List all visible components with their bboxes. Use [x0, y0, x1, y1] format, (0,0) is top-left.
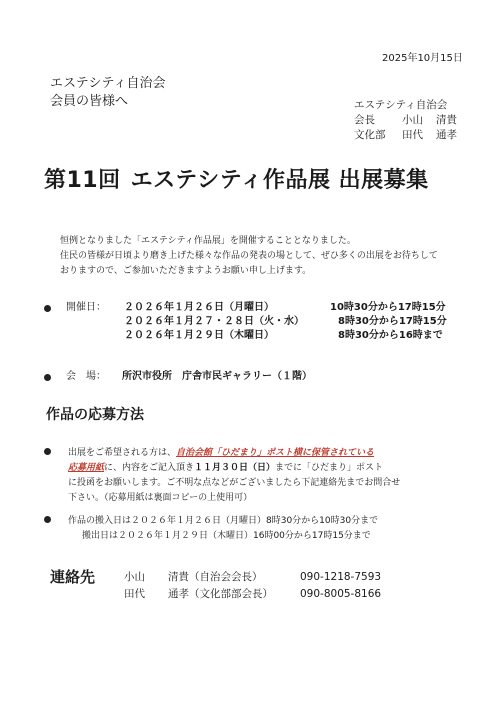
contact-phone-1: 090-1218-7593	[300, 571, 382, 583]
bullet-icon	[44, 305, 51, 312]
application-heading: 作品の応募方法	[46, 407, 144, 423]
move-out-line: 搬出日は２０２６年１月２９日（木曜日）16時00分から17時15分まで	[82, 531, 371, 541]
event-date-2: ２０２６年１月２７・２８日（火・水）	[124, 316, 304, 327]
recipient-line-2: 会員の皆様へ	[50, 94, 129, 109]
application-line-1	[68, 446, 478, 461]
contact-surname: 田代	[124, 588, 145, 600]
sender-row-chairman	[354, 115, 457, 126]
sender-role: 文化部	[354, 129, 386, 141]
application-line-4: 下さい。（応募用紙は裏面コピーの上使用可）	[68, 493, 253, 503]
sender-org: エステシティ自治会	[354, 99, 448, 111]
move-in-line: 作品の搬入日は２０２６年１月２６日（月曜日）8時30分から10時30分まで	[68, 516, 379, 526]
contact-person-1	[124, 572, 263, 583]
sender-given: 清貴	[436, 114, 457, 126]
intro-line: 住民の皆様が日頃より磨き上げた様々な作品の発表の場として、ぜひ多くの出展をお待ちして	[60, 251, 438, 261]
intro-line: おりますので、ご参加いただきますようお願い申し上げます。	[60, 266, 312, 276]
deadline: １１月３０日（日）	[194, 463, 276, 473]
recipient-line-1: エステシティ自治会	[50, 76, 166, 91]
contact-surname: 小山	[124, 571, 145, 583]
bullet-icon	[44, 516, 51, 523]
contact-role: （自治会会長）	[189, 571, 263, 583]
application-highlight: 自治会館「ひだまり」ポスト横に保管されている	[176, 448, 375, 458]
contact-person-2	[124, 589, 273, 600]
contact-phone-2: 090-8005-8166	[300, 588, 382, 600]
contact-title: 連絡先	[50, 568, 96, 586]
application-line-3: に投函をお願いします。ご不明な点などがございましたら下記連絡先までお問合せ	[68, 478, 401, 488]
sender-surname: 小山	[402, 114, 423, 126]
intro-paragraph	[60, 234, 470, 279]
title-main: エステシティ作品展 出展募集	[130, 168, 429, 193]
sender-given: 通孝	[436, 129, 457, 141]
page-title	[44, 170, 429, 192]
bullet-icon	[44, 374, 51, 381]
sender-role: 会長	[354, 114, 375, 126]
event-time-2: 8時30分から17時15分	[338, 316, 447, 327]
sender-surname: 田代	[402, 129, 423, 141]
contact-given: 通孝	[168, 588, 189, 600]
application-text: 出展をご希望される方は、	[68, 448, 177, 458]
contact-role: （文化部部会長）	[189, 588, 273, 600]
event-time-1: 10時30分から17時15分	[330, 302, 446, 313]
sender-row-culture	[354, 130, 457, 141]
event-time-3: 8時30分から16時まで	[338, 330, 443, 341]
moving-info	[68, 514, 378, 544]
event-date-label: 開催日：	[66, 302, 106, 313]
application-text: までに「ひだまり」ポスト	[275, 463, 384, 473]
venue-label: 会 場：	[66, 371, 106, 382]
venue-value: 所沢市役所 庁舎市民ギャラリー（１階）	[122, 371, 312, 382]
issue-date: 2025年10月15日	[382, 53, 463, 64]
application-line-2	[68, 461, 478, 476]
contact-given: 清貴	[168, 571, 189, 583]
application-form-highlight: 応募用紙	[68, 463, 105, 473]
intro-line: 恒例となりました「エステシティ作品展」を開催することとなりました。	[60, 236, 356, 246]
bullet-icon	[44, 448, 51, 455]
event-date-3: ２０２６年１月２９日（木曜日）	[124, 330, 274, 341]
application-paragraph	[68, 446, 478, 506]
title-number: 第11回	[44, 168, 121, 193]
event-date-1: ２０２６年１月２６日（月曜日）	[124, 302, 274, 313]
application-text: に、内容をご記入頂き	[104, 463, 195, 473]
